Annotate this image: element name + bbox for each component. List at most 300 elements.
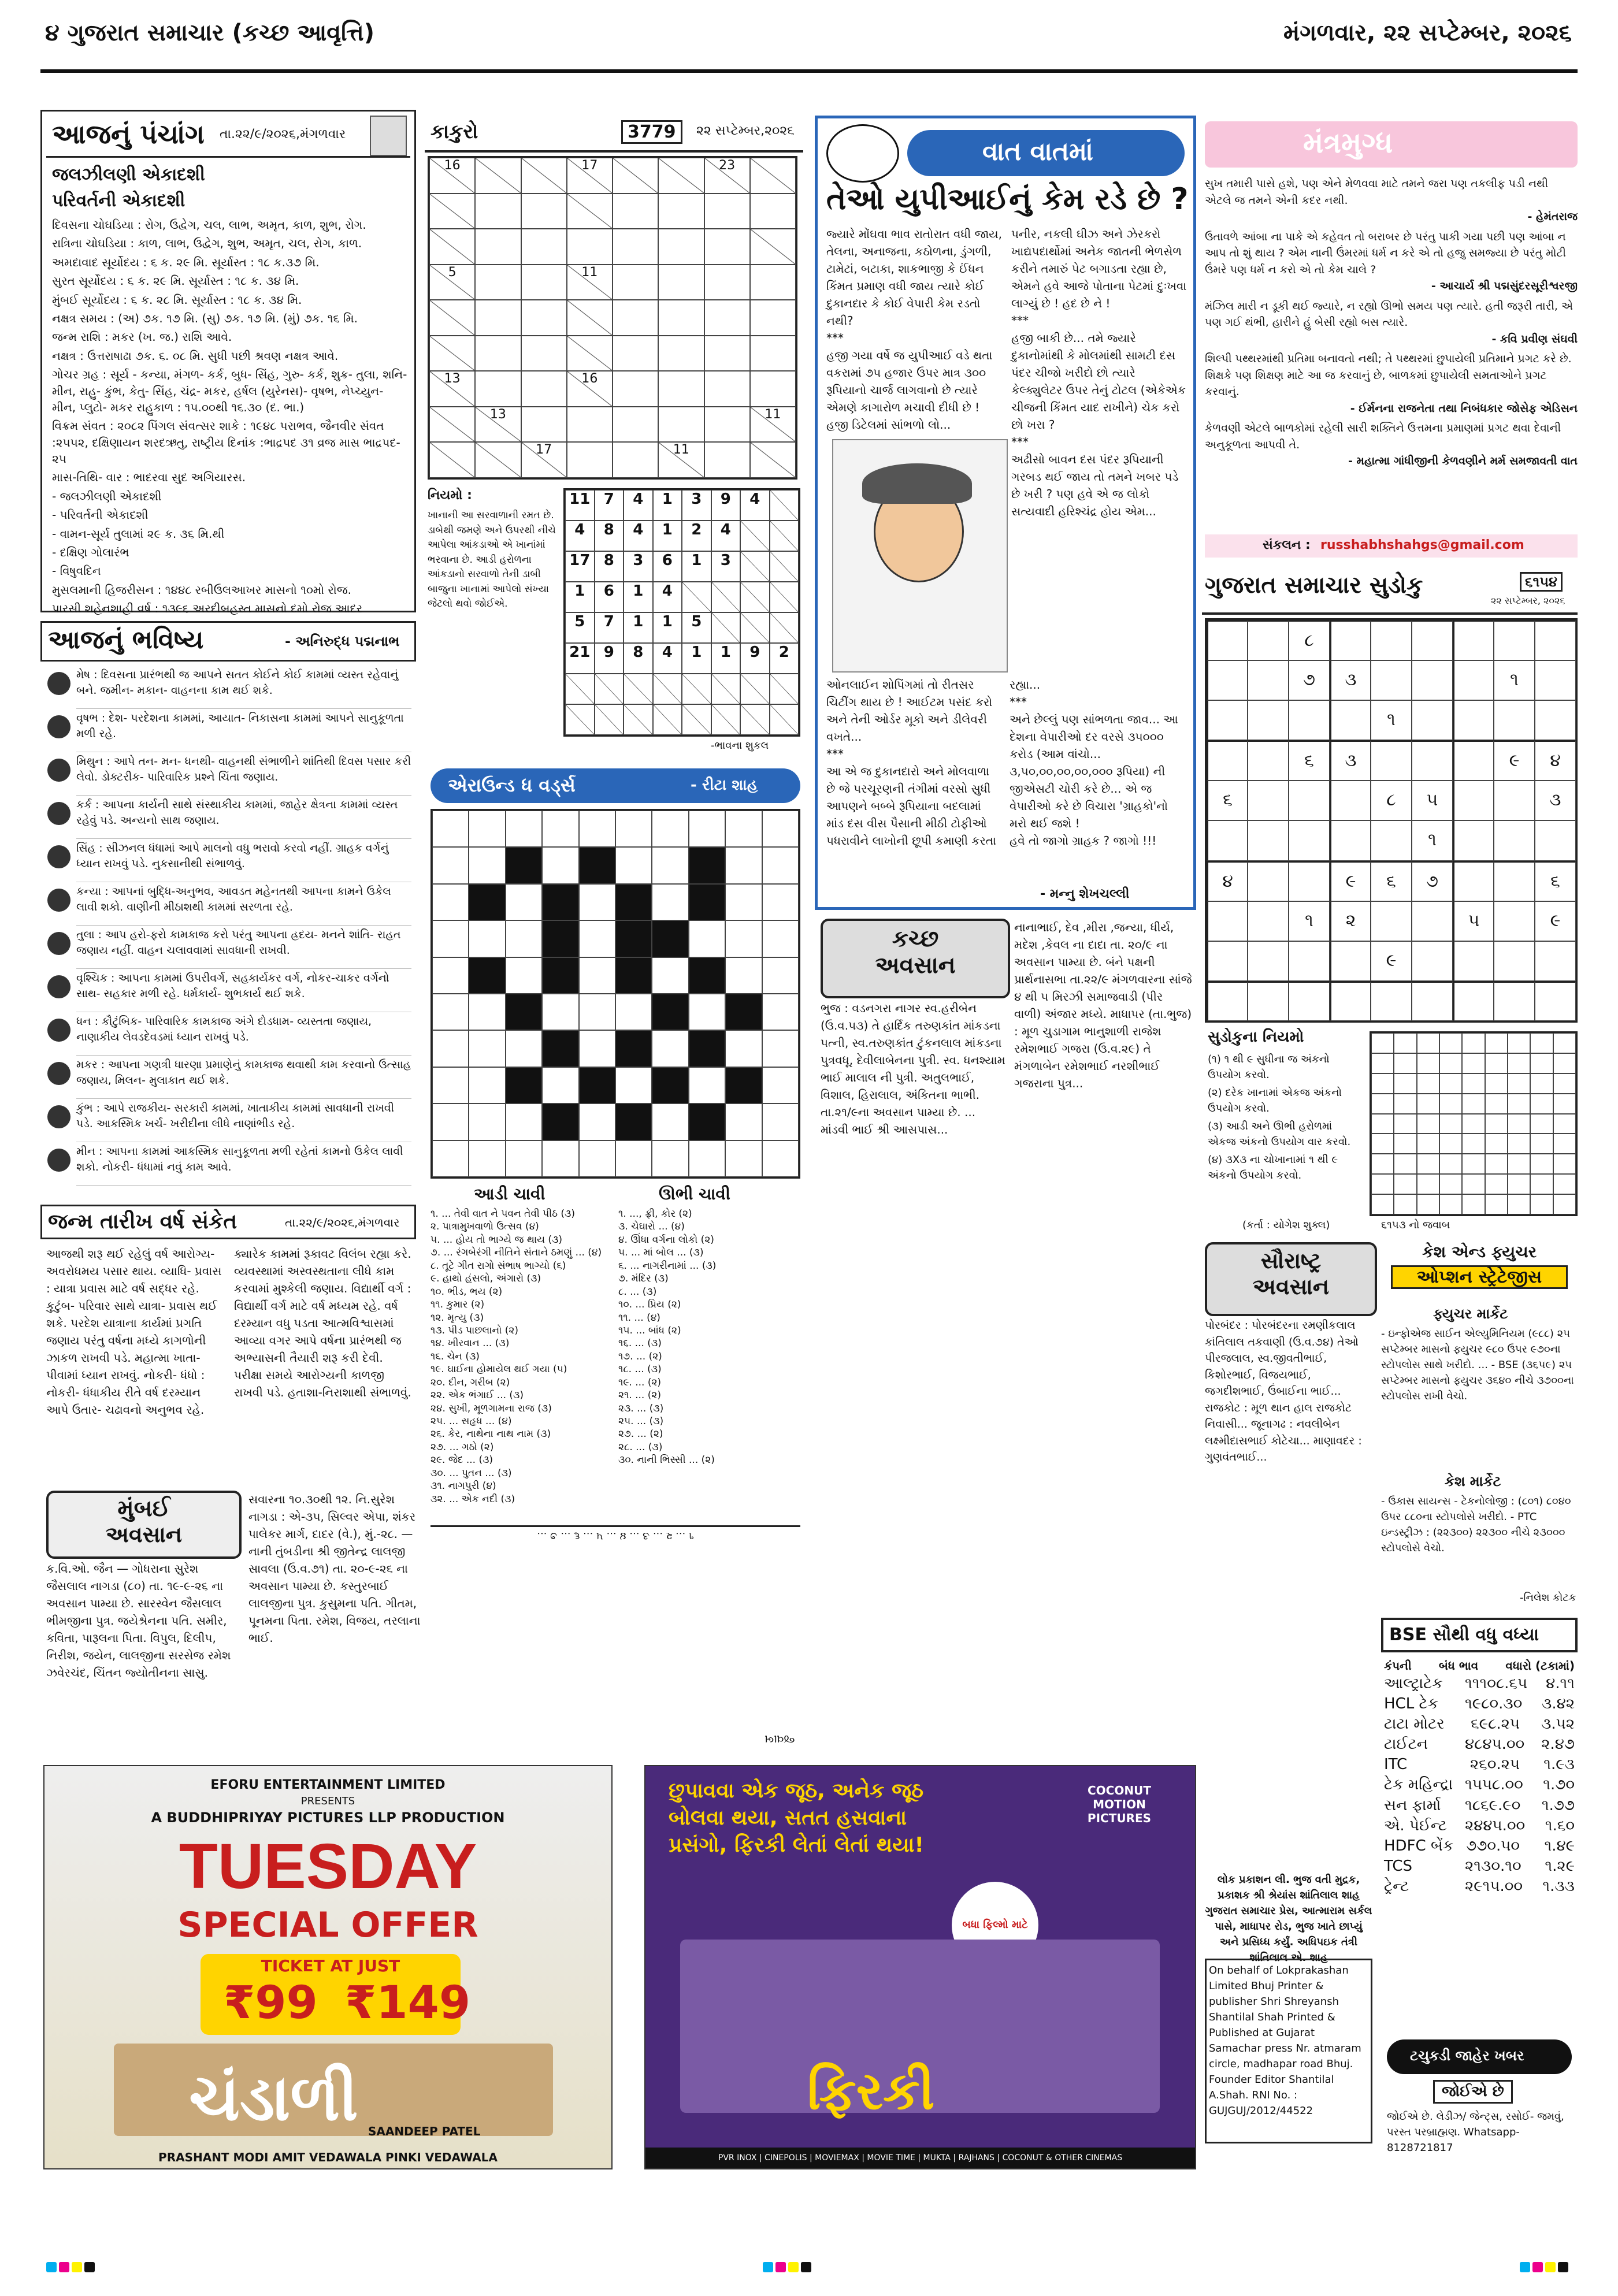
sudoku-cell[interactable] <box>1453 861 1494 901</box>
kakuro-block-cell <box>429 407 475 443</box>
panchang-line: ગોચર ગ્રહ : સૂર્ય - કન્યા, મંગળ- કર્ક, બુધ- સિંહ, ગુરુ- કર્ક, શુક્ર- તુલા, શનિ- મીન, રાહુ- કુંભ, કેતુ- સિંહ, ચંદ્ર- મકર, હર્ષલ (યુરેનસ)- વૃષભ, નેપ્ચ્યુન- મીન, પ્લુટો- મકર રાહુકાળ : ૧૫.૦૦થી ૧૬.૩૦ (દ. ભા.) <box>52 367 407 414</box>
crossword-cell[interactable] <box>506 1104 542 1140</box>
sudoku-cell[interactable]: ૭ <box>1289 660 1330 700</box>
kakuro-date: ૨૨ સપ્ટેમ્બર,૨૦૨૬ <box>696 124 795 138</box>
cartoon-image <box>832 439 1008 673</box>
crossword-cell[interactable] <box>725 957 762 994</box>
crossword-cell[interactable] <box>762 1067 799 1104</box>
bse-header <box>1381 1618 1578 1652</box>
kakuro-solved-blank <box>624 704 653 735</box>
sudoku-cell[interactable]: ૨ <box>1330 901 1371 941</box>
sudoku-cell[interactable] <box>1535 700 1576 740</box>
sudoku-cell[interactable] <box>1207 700 1248 740</box>
sudoku-cell[interactable]: ૯ <box>1494 740 1535 781</box>
reg-cyan <box>1520 2262 1530 2272</box>
crossword-cell[interactable] <box>615 1067 652 1104</box>
bse-cell: ૧.૭૭ <box>1541 1796 1575 1814</box>
kakuro-cell[interactable] <box>658 300 704 336</box>
sudoku-cell[interactable] <box>1412 941 1453 981</box>
kakuro-cell[interactable] <box>521 371 567 407</box>
ad1-price2: ₹149 <box>345 1977 471 2029</box>
sudoku-cell[interactable] <box>1248 820 1289 860</box>
crossword-cell[interactable] <box>762 1140 799 1177</box>
sudoku-cell[interactable]: ૧ <box>1289 901 1330 941</box>
crossword-cell[interactable] <box>652 957 688 994</box>
crossword-cell[interactable] <box>469 811 505 847</box>
sudoku-cell[interactable] <box>1371 660 1412 700</box>
crossword-cell[interactable] <box>762 847 799 883</box>
sudoku-cell[interactable] <box>1330 620 1371 660</box>
kakuro-cell[interactable] <box>658 265 704 300</box>
sudoku-cell[interactable] <box>1248 620 1289 660</box>
sudoku-cell[interactable] <box>1330 700 1371 740</box>
sudoku-cell[interactable] <box>1289 941 1330 981</box>
crossword-cell[interactable] <box>762 1104 799 1140</box>
crossword-cell[interactable] <box>542 847 578 883</box>
sudoku-cell[interactable] <box>1412 981 1453 1021</box>
across-clue: ૧૩. પીડ પાછલાનો (૨) <box>431 1324 519 1336</box>
panchang-line: મુસલમાની હિજરીસન : ૧૪૪૮ રબીઉલઆખર માસનો ૧૦મો રોજ. <box>52 582 352 597</box>
crossword-cell[interactable] <box>725 1104 762 1140</box>
bse-cell: TCS <box>1384 1857 1413 1875</box>
kakuro-cell[interactable] <box>704 265 750 300</box>
crossword-cell[interactable] <box>542 994 578 1030</box>
sudoku-cell[interactable] <box>1207 660 1248 700</box>
crossword-cell[interactable] <box>762 920 799 957</box>
rashi-text: કન્યા : આપનાં બુદ્ધિ-અનુભવ, આવડત મહેનતથી આપના કામને ઉકેલ લાવી શકો. વાણીની મીઠાશથી કામમાં સરળતા રહે. <box>76 884 411 926</box>
kakuro-cell[interactable] <box>658 194 704 229</box>
sudoku-solution-cell <box>1462 1194 1485 1214</box>
sudoku-cell[interactable]: ૪ <box>1535 740 1576 781</box>
kakuro-block-cell <box>567 300 613 336</box>
bse-cell: ૧.૭૦ <box>1543 1776 1575 1794</box>
ad1-special: SPECIAL OFFER <box>177 1905 478 1945</box>
crossword-cell[interactable] <box>469 994 505 1030</box>
crossword-cell[interactable] <box>432 847 469 883</box>
crossword-cell[interactable] <box>762 1030 799 1067</box>
kakuro-cell[interactable] <box>475 371 521 407</box>
janma-header <box>40 1205 416 1239</box>
down-clue: ૧૭. ... (૨) <box>618 1350 662 1362</box>
crossword-cell[interactable] <box>652 1030 688 1067</box>
sudoku-cell[interactable] <box>1207 941 1248 981</box>
kakuro-cell[interactable] <box>613 407 658 443</box>
sudoku-cell[interactable] <box>1453 781 1494 820</box>
sudoku-cell[interactable]: ૬ <box>1535 861 1576 901</box>
crossword-cell[interactable] <box>689 1067 725 1104</box>
panchang-header <box>46 116 410 158</box>
sudoku-cell[interactable] <box>1453 941 1494 981</box>
reg-yellow <box>788 2262 799 2272</box>
kakuro-block-cell <box>613 158 658 194</box>
sudoku-cell[interactable]: ૩ <box>1330 740 1371 781</box>
sudoku-cell[interactable] <box>1248 660 1289 700</box>
kakuro-solved-blank <box>565 704 595 735</box>
crossword-cell[interactable] <box>469 1030 505 1067</box>
sudoku-cell[interactable] <box>1453 660 1494 700</box>
crossword-cell[interactable] <box>725 1140 762 1177</box>
sudoku-cell[interactable] <box>1494 820 1535 860</box>
crossword-cell[interactable] <box>579 1030 615 1067</box>
ad1-price1: ₹99 <box>224 1977 318 2029</box>
kakuro-solved-cell: 1 <box>624 612 653 643</box>
sudoku-cell[interactable] <box>1207 620 1248 660</box>
sudoku-cell[interactable]: ૯ <box>1330 861 1371 901</box>
sudoku-cell[interactable]: ૬ <box>1207 781 1248 820</box>
sudoku-cell[interactable] <box>1207 740 1248 781</box>
crossword-black-cell <box>615 920 652 957</box>
kakuro-cell[interactable] <box>658 229 704 265</box>
kakuro-cell[interactable] <box>704 300 750 336</box>
sudoku-cell[interactable]: ૫ <box>1412 781 1453 820</box>
across-clue: ૨૭. ... ગઠો (૨) <box>431 1441 494 1453</box>
sudoku-cell[interactable] <box>1412 901 1453 941</box>
kakuro-solved-cell: 4 <box>565 521 595 551</box>
sudoku-cell[interactable]: ૧ <box>1494 660 1535 700</box>
bse-cell: ટેક મહિન્દ્રા <box>1384 1776 1453 1794</box>
sudoku-solution-cell <box>1553 1174 1576 1194</box>
bse-table-row <box>1384 1694 1575 1714</box>
sudoku-cell[interactable] <box>1207 901 1248 941</box>
kakuro-solved-blank <box>711 582 741 612</box>
crossword-cell[interactable] <box>615 994 652 1030</box>
sudoku-cell[interactable] <box>1248 700 1289 740</box>
kakuro-cell[interactable] <box>613 194 658 229</box>
sudoku-cell[interactable] <box>1371 620 1412 660</box>
crossword-cell[interactable] <box>432 1104 469 1140</box>
kakuro-cell[interactable] <box>750 194 796 229</box>
kakuro-solved-cell: 2 <box>682 521 711 551</box>
kakuro-cell[interactable] <box>475 336 521 371</box>
kakuro-block-cell <box>475 158 521 194</box>
crossword-cell[interactable] <box>432 920 469 957</box>
kakuro-cell[interactable] <box>613 336 658 371</box>
sudoku-solution-cell <box>1371 1114 1394 1134</box>
sudoku-cell[interactable]: ૩ <box>1330 660 1371 700</box>
down-clue: ૨૮. ... (૩) <box>618 1441 663 1453</box>
kakuro-cell[interactable] <box>704 407 750 443</box>
crossword-cell[interactable] <box>762 957 799 994</box>
sudoku-cell[interactable] <box>1248 941 1289 981</box>
sudoku-cell[interactable] <box>1248 981 1289 1021</box>
sudoku-solution-cell <box>1439 1134 1462 1154</box>
reg-black <box>1558 2262 1568 2272</box>
sudoku-cell[interactable] <box>1330 820 1371 860</box>
down-clue: ૭. મંદિર (૩) <box>618 1273 669 1285</box>
crossword-cell[interactable] <box>652 847 688 883</box>
sudoku-number: ૬૧૫૪ <box>1520 572 1563 592</box>
sudoku-cell[interactable] <box>1535 620 1576 660</box>
futures-text2: - ઉકાસ સાયન્સ - ટેકનોલોજી : (૮૦૧) ૮૦૪૦ ઉપર ૮૮૦ના સ્ટોપલોસે ખરીદો. - PTC ઇન્ડસ્ટ્રીઝ : (૨૨૩૦૦) ૨૨૩૦૦ નીચે ૨૩૦૦૦ સ્ટોપલોસે વેચો. <box>1381 1495 1571 1554</box>
kakuro-solved-cell: 6 <box>595 582 624 612</box>
kakuro-block-cell <box>429 229 475 265</box>
sudoku-cell[interactable] <box>1453 620 1494 660</box>
crossword-black-cell <box>469 884 505 920</box>
registration-marks-mid <box>763 2262 814 2273</box>
sudoku-cell[interactable] <box>1371 901 1412 941</box>
crossword-cell[interactable] <box>725 1030 762 1067</box>
words-title: એરાઉન્ડ ધ વર્ડ્સ <box>448 774 576 796</box>
crossword-cell[interactable] <box>579 957 615 994</box>
kakuro-cell[interactable] <box>658 371 704 407</box>
sudoku-cell[interactable] <box>1371 820 1412 860</box>
crossword-cell[interactable] <box>762 811 799 847</box>
sudoku-cell[interactable] <box>1494 781 1535 820</box>
kakuro-cell[interactable] <box>750 336 796 371</box>
kakuro-cell[interactable] <box>521 336 567 371</box>
crossword-black-cell <box>615 1030 652 1067</box>
kakuro-solved-blank <box>682 704 711 735</box>
down-clue: ૧. ..., ફ્રી, કોર (૨) <box>618 1208 692 1220</box>
crossword-cell[interactable] <box>432 1067 469 1104</box>
across-clue: ૭. ... રંગબેરંગી નીતિને સંતાને ઠમણું ... (૪) <box>431 1247 602 1259</box>
futures-author: -નિલેશ કોટક <box>1520 1592 1576 1604</box>
kakuro-cell[interactable] <box>704 371 750 407</box>
bse-cell: સન ફાર્મા <box>1384 1796 1441 1814</box>
sudoku-cell[interactable] <box>1330 941 1371 981</box>
crossword-cell[interactable] <box>725 920 762 957</box>
sudoku-cell[interactable] <box>1371 740 1412 781</box>
sudoku-cell[interactable] <box>1494 620 1535 660</box>
sudoku-cell[interactable]: ૭ <box>1412 861 1453 901</box>
sudoku-cell[interactable] <box>1248 901 1289 941</box>
crossword-cell[interactable] <box>579 811 615 847</box>
kakuro-solved-cell: 4 <box>740 490 770 521</box>
crossword-cell[interactable] <box>506 920 542 957</box>
kakuro-cell[interactable] <box>750 265 796 300</box>
sudoku-cell[interactable] <box>1289 820 1330 860</box>
bse-cell: ૨૬૦.૨૫ <box>1469 1756 1520 1774</box>
crossword-cell[interactable] <box>542 1067 578 1104</box>
kakuro-cell[interactable] <box>704 194 750 229</box>
crossword-cell[interactable] <box>506 1030 542 1067</box>
crossword-cell[interactable] <box>432 1140 469 1177</box>
kakuro-title: કાકુરો <box>431 120 478 143</box>
kakuro-cell[interactable] <box>658 407 704 443</box>
sudoku-cell[interactable]: ૯ <box>1371 941 1412 981</box>
kakuro-cell[interactable] <box>521 265 567 300</box>
crossword-cell[interactable] <box>432 884 469 920</box>
words-answers-text: ૧ ... ૨ ... ૩ ... ૪ ... ૫ ... ૬ ... ૭ ... <box>537 1529 694 1542</box>
sudoku-cell[interactable] <box>1535 941 1576 981</box>
sudoku-cell[interactable] <box>1412 740 1453 781</box>
kakuro-cell[interactable] <box>750 371 796 407</box>
crossword-cell[interactable] <box>579 994 615 1030</box>
crossword-cell[interactable] <box>506 884 542 920</box>
crossword-cell[interactable] <box>615 811 652 847</box>
sudoku-cell[interactable] <box>1289 781 1330 820</box>
aquarius-icon <box>47 1105 70 1128</box>
libra-icon <box>47 932 70 955</box>
sudoku-cell[interactable] <box>1289 981 1330 1021</box>
sudoku-cell[interactable] <box>1494 861 1535 901</box>
mantra-author: - ઈર્મનના રાજનેતા તથા નિબંધકાર જોસેફ એડિસન <box>1350 402 1578 415</box>
sudoku-solution-cell <box>1371 1073 1394 1094</box>
crossword-cell[interactable] <box>689 994 725 1030</box>
crossword-cell[interactable] <box>469 920 505 957</box>
sudoku-solution-cell <box>1417 1053 1439 1073</box>
sudoku-cell[interactable]: ૮ <box>1289 620 1330 660</box>
kakuro-solved-blank <box>770 551 799 582</box>
sudoku-cell[interactable] <box>1494 901 1535 941</box>
kakuro-cell[interactable] <box>613 300 658 336</box>
crossword-cell[interactable] <box>725 884 762 920</box>
crossword-cell[interactable] <box>652 1104 688 1140</box>
sudoku-cell[interactable]: ૯ <box>1535 901 1576 941</box>
bse-table-row <box>1384 1816 1575 1836</box>
crossword-cell[interactable] <box>689 920 725 957</box>
crossword-cell[interactable] <box>579 920 615 957</box>
sudoku-cell[interactable]: ૫ <box>1453 901 1494 941</box>
crossword-cell[interactable] <box>725 847 762 883</box>
sudoku-cell[interactable]: ૬ <box>1371 861 1412 901</box>
crossword-cell[interactable] <box>469 1140 505 1177</box>
sudoku-cell[interactable]: ૮ <box>1371 781 1412 820</box>
sudoku-cell[interactable] <box>1248 861 1289 901</box>
sudoku-solution-cell <box>1439 1114 1462 1134</box>
crossword-cell[interactable] <box>689 811 725 847</box>
crossword-cell[interactable] <box>506 811 542 847</box>
crossword-cell[interactable] <box>689 1140 725 1177</box>
kakuro-cell[interactable] <box>613 229 658 265</box>
crossword-cell[interactable] <box>725 811 762 847</box>
crossword-black-cell <box>542 1030 578 1067</box>
crossword-cell[interactable] <box>579 1140 615 1177</box>
bse-cell: ૧.૨૯ <box>1545 1857 1575 1875</box>
sudoku-cell[interactable] <box>1207 820 1248 860</box>
kakuro-cell[interactable] <box>613 371 658 407</box>
sudoku-cell[interactable] <box>1535 820 1576 860</box>
sudoku-cell[interactable]: ૧ <box>1412 820 1453 860</box>
crossword-cell[interactable] <box>469 1104 505 1140</box>
across-title: આડી ચાવી <box>474 1184 545 1203</box>
sudoku-cell[interactable] <box>1412 620 1453 660</box>
mantra-list <box>1205 173 1578 532</box>
kakuro-cell[interactable] <box>475 300 521 336</box>
crossword-cell[interactable] <box>506 1140 542 1177</box>
kakuro-solved-cell: 1 <box>682 643 711 674</box>
sudoku-solution-cell <box>1394 1194 1416 1214</box>
sudoku-cell[interactable] <box>1248 781 1289 820</box>
tuesday-offer-ad[interactable] <box>43 1765 613 2169</box>
crossword-cell[interactable] <box>432 1030 469 1067</box>
sudoku-cell[interactable] <box>1330 781 1371 820</box>
sudoku-cell[interactable]: ૧ <box>1371 700 1412 740</box>
crossword-cell[interactable] <box>542 811 578 847</box>
crossword-cell[interactable] <box>469 847 505 883</box>
janma-date: તા.૨૨/૯/૨૦૨૬,મંગળવાર <box>285 1216 400 1229</box>
crossword-black-cell <box>615 957 652 994</box>
sudoku-cell[interactable] <box>1412 700 1453 740</box>
crossword-cell[interactable] <box>762 994 799 1030</box>
kakuro-cell[interactable] <box>704 336 750 371</box>
crossword-cell[interactable] <box>652 1140 688 1177</box>
crossword-cell[interactable] <box>542 1140 578 1177</box>
kakuro-block-cell: 11 <box>658 442 704 478</box>
sudoku-cell[interactable] <box>1330 981 1371 1021</box>
sudoku-cell[interactable] <box>1453 981 1494 1021</box>
sudoku-cell[interactable] <box>1494 981 1535 1021</box>
kakuro-cell[interactable] <box>521 407 567 443</box>
sudoku-cell[interactable] <box>1207 981 1248 1021</box>
crossword-cell[interactable] <box>615 847 652 883</box>
kakuro-cell[interactable] <box>567 229 613 265</box>
bse-cell: ટાઈટન <box>1384 1736 1428 1753</box>
sudoku-solution-cell <box>1394 1134 1416 1154</box>
kakuro-cell[interactable] <box>750 300 796 336</box>
sudoku-cell[interactable] <box>1453 740 1494 781</box>
across-clue: ૮. તૂટે ગીત રાગો સંભાષ ભાગ્યો (૬) <box>431 1260 566 1272</box>
kakuro-cell[interactable] <box>613 265 658 300</box>
sudoku-cell[interactable] <box>1371 981 1412 1021</box>
kakuro-cell[interactable] <box>521 300 567 336</box>
sudoku-cell[interactable] <box>1494 941 1535 981</box>
kakuro-solved-cell: 8 <box>624 643 653 674</box>
kakuro-cell[interactable] <box>567 407 613 443</box>
crossword-cell[interactable] <box>506 957 542 994</box>
crossword-cell[interactable] <box>432 957 469 994</box>
kakuro-cell[interactable] <box>613 442 658 478</box>
sudoku-solution-cell <box>1530 1033 1553 1053</box>
sudoku-cell[interactable] <box>1289 861 1330 901</box>
kakuro-cell[interactable] <box>475 229 521 265</box>
sudoku-cell[interactable] <box>1289 700 1330 740</box>
bse-cell: ૧૮૬૯.૯૦ <box>1465 1796 1521 1814</box>
sudoku-cell[interactable] <box>1412 660 1453 700</box>
sudoku-cell[interactable] <box>1453 700 1494 740</box>
kakuro-cell[interactable] <box>521 194 567 229</box>
kakuro-cell[interactable] <box>704 442 750 478</box>
kakuro-cell[interactable] <box>704 229 750 265</box>
crossword-cell[interactable] <box>432 811 469 847</box>
words-author: - રીટા શાહ <box>691 777 758 794</box>
sudoku-cell[interactable] <box>1535 981 1576 1021</box>
sudoku-cell[interactable]: ૩ <box>1535 781 1576 820</box>
crossword-cell[interactable] <box>579 1104 615 1140</box>
kakuro-cell[interactable] <box>475 194 521 229</box>
kakuro-solved-cell: 3 <box>682 490 711 521</box>
kakuro-cell[interactable] <box>475 265 521 300</box>
crossword-black-cell <box>652 920 688 957</box>
crossword-cell[interactable] <box>615 1140 652 1177</box>
kakuro-cell[interactable] <box>567 442 613 478</box>
crossword-cell[interactable] <box>579 884 615 920</box>
crossword-cell[interactable] <box>652 884 688 920</box>
sudoku-solution-cell <box>1530 1073 1553 1094</box>
sudoku-cell[interactable] <box>1535 660 1576 700</box>
sudoku-cell[interactable] <box>1494 700 1535 740</box>
kakuro-cell[interactable] <box>658 336 704 371</box>
bse-table-row <box>1384 1674 1575 1694</box>
crossword-cell[interactable] <box>469 1067 505 1104</box>
panchang-line: જન્મ રાશિ : મકર (ખ. જ.) રાશિ આવે. <box>52 330 232 344</box>
crossword-cell[interactable] <box>652 811 688 847</box>
mumbai-title-box <box>46 1491 242 1559</box>
sudoku-solution-cell <box>1371 1053 1394 1073</box>
sudoku-cell[interactable]: ૬ <box>1289 740 1330 781</box>
kakuro-solved-cell: 9 <box>595 643 624 674</box>
sudoku-solution-cell <box>1530 1194 1553 1214</box>
sudoku-cell[interactable] <box>1453 820 1494 860</box>
kakuro-cell[interactable] <box>521 229 567 265</box>
sudoku-cell[interactable] <box>1248 740 1289 781</box>
firki-ad[interactable] <box>644 1765 1196 2169</box>
crossword-cell[interactable] <box>762 884 799 920</box>
sudoku-cell[interactable]: ૪ <box>1207 861 1248 901</box>
bhavishya-title: આજનું ભવિષ્ય <box>48 625 204 655</box>
crossword-cell[interactable] <box>432 994 469 1030</box>
words-answers <box>431 1525 800 1752</box>
